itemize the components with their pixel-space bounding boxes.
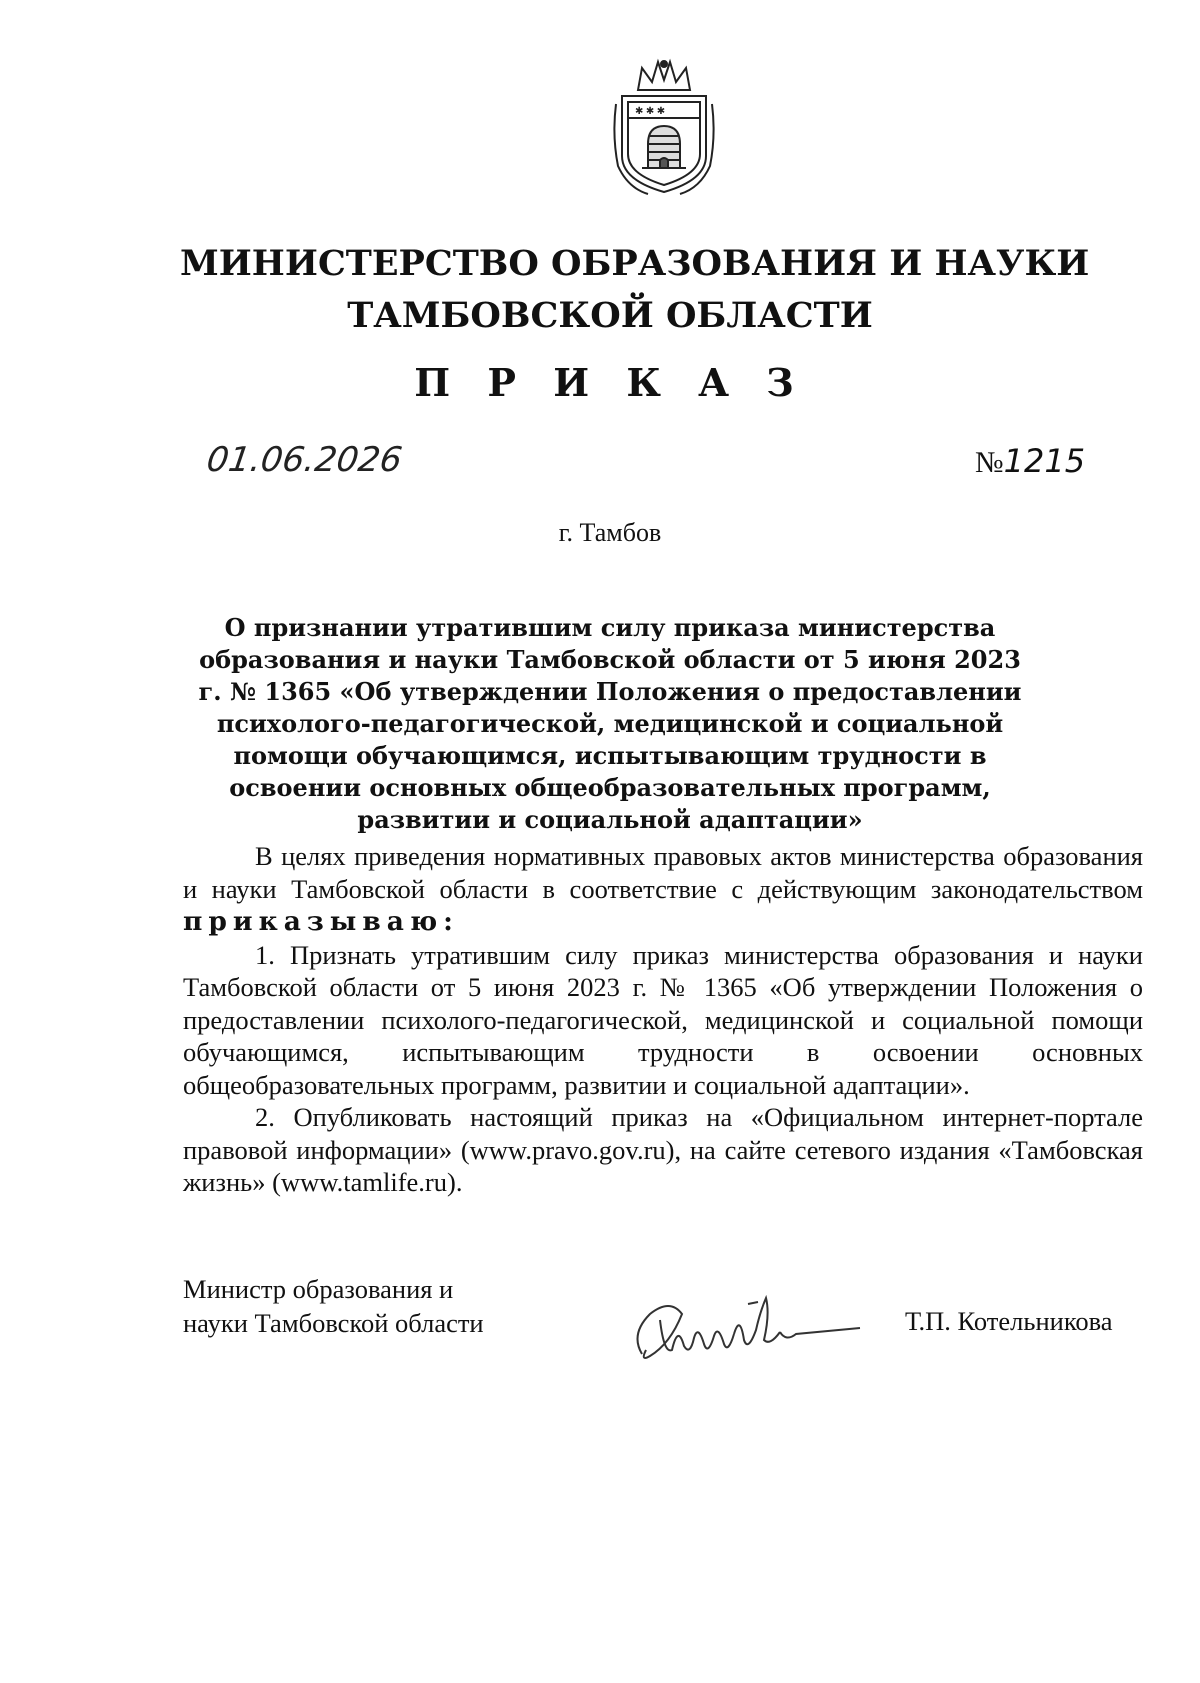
order-subject: О признании утратившим силу приказа министерства образования и науки Тамбовской области от 5 июня 2023 г. № 1365 «Об утверждении Положения о предоставлении психолого-педагогической, медицинской и социальной помощи обучающимся, испытывающим трудности в освоении основных общеобразовательных программ, развитии и социальной адаптации» — [198, 613, 1022, 834]
number-sign: № — [975, 446, 1004, 479]
position-line1: Министр образования и — [183, 1274, 454, 1304]
preamble-paragraph — [183, 840, 1143, 939]
preamble-text: В целях приведения нормативных правовых актов министерства образования и науки Тамбовской области в соответствие с действующим законодательством — [183, 841, 1143, 904]
signatory-position — [183, 1272, 484, 1340]
order-number — [975, 442, 1085, 480]
city-line: г. Тамбов — [558, 518, 662, 547]
order-body — [183, 840, 1143, 1199]
signature-icon — [620, 1284, 870, 1374]
svg-text:✱ ✱ ✱: ✱ ✱ ✱ — [635, 106, 666, 117]
ministry-header — [180, 238, 1090, 342]
position-line2: науки Тамбовской области — [183, 1308, 484, 1338]
signatory-name: Т.П. Котельникова — [905, 1306, 1113, 1336]
order-date: 01.06.2026 — [204, 440, 405, 480]
document-type-title: П Р И К А З — [414, 360, 806, 405]
ministry-name-line1: МИНИСТЕРСТВО ОБРАЗОВАНИЯ И НАУКИ — [180, 243, 1090, 284]
order-word: приказываю: — [183, 906, 459, 937]
number-value: 1215 — [1003, 442, 1086, 480]
ministry-name-line2: ТАМБОВСКОЙ ОБЛАСТИ — [347, 295, 873, 336]
coat-of-arms-icon — [608, 56, 720, 196]
item-1-paragraph: 1. Признать утратившим силу приказ министерства образования и науки Тамбовской области от 5 июня 2023 г. № 1365 «Об утверждении Положения о предоставлении психолого-педагогической, медицинской и социальной помощи обучающимся, испытывающим трудности в освоении основных общеобразовательных программ, развитии и социальной адаптации». — [183, 939, 1143, 1100]
item-2-paragraph: 2. Опубликовать настоящий приказ на «Официальном интернет-портале правовой информации» (www.pravo.gov.ru), на сайте сетевого издания «Тамбовская жизнь» (www.tamlife.ru). — [183, 1102, 1143, 1197]
